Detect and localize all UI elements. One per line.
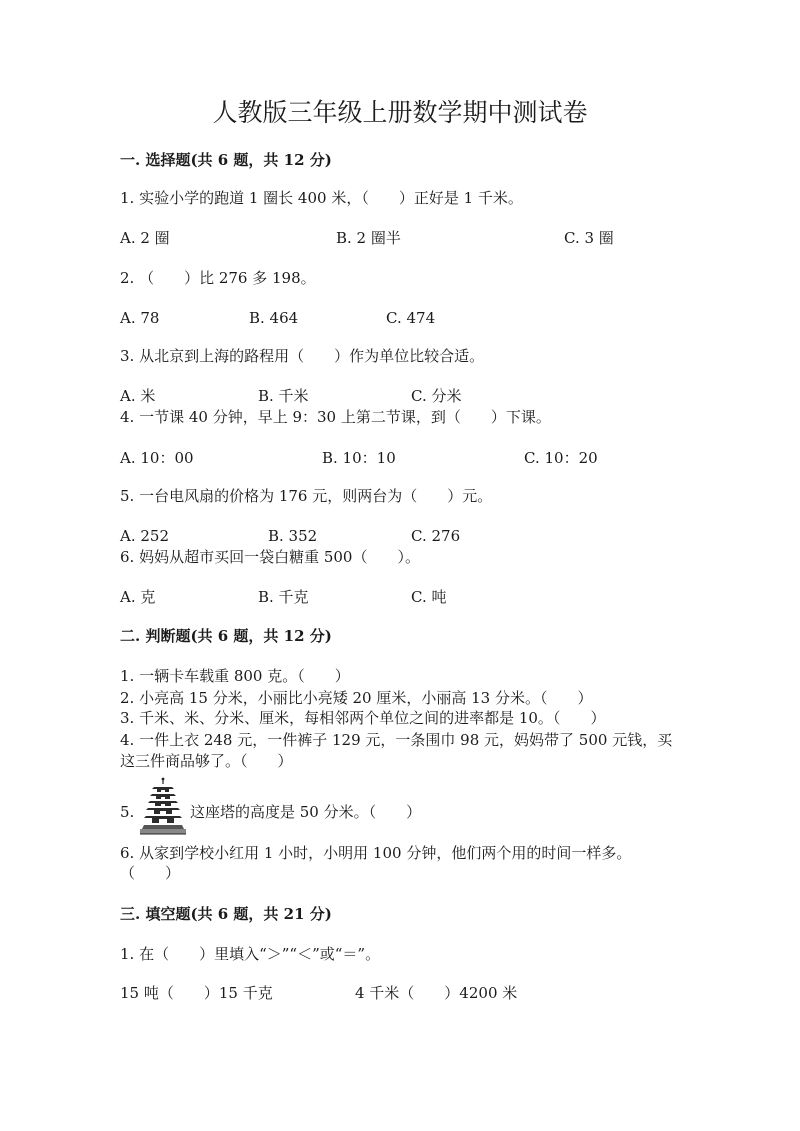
option-a: A. 克 <box>120 588 156 606</box>
option-b: B. 2 圈半 <box>336 229 401 247</box>
judgement-question-continued: （ ） <box>120 864 181 882</box>
section-heading-choice: 一. 选择题(共 6 题，共 12 分) <box>120 151 332 169</box>
pagoda-image <box>140 777 186 835</box>
option-a: A. 78 <box>120 309 160 327</box>
judgement-question: 1. 一辆卡车载重 800 克。（ ） <box>120 667 350 685</box>
option-b: B. 352 <box>268 527 318 545</box>
question-stem: 2. （ ）比 276 多 198。 <box>120 269 316 287</box>
section-heading-fill-in: 三. 填空题(共 6 题，共 21 分) <box>120 905 332 923</box>
question-stem: 4. 一节课 40 分钟，早上 9：30 上第二节课，到（ ）下课。 <box>120 408 551 426</box>
fill-in-item: 15 吨（ ）15 千克 <box>120 984 273 1002</box>
fill-in-item: 4 千米（ ）4200 米 <box>355 984 518 1002</box>
question-stem: 5. 一台电风扇的价格为 176 元，则两台为（ ）元。 <box>120 487 493 505</box>
option-c: C. 分米 <box>411 387 462 405</box>
question-stem: 1. 实验小学的跑道 1 圈长 400 米，（ ）正好是 1 千米。 <box>120 189 523 207</box>
judgement-question: 6. 从家到学校小红用 1 小时，小明用 100 分钟，他们两个用的时间一样多。 <box>120 844 632 862</box>
judgement-question-number: 5. <box>120 803 135 821</box>
judgement-question: 3. 千米、米、分米、厘米，每相邻两个单位之间的进率都是 10。（ ） <box>120 709 606 727</box>
judgement-question: 这座塔的高度是 50 分米。（ ） <box>190 803 422 821</box>
section-heading-judgement: 二. 判断题(共 6 题，共 12 分) <box>120 627 332 645</box>
option-c: C. 3 圈 <box>564 229 614 247</box>
option-c: C. 276 <box>411 527 461 545</box>
option-b: B. 千米 <box>258 387 309 405</box>
option-a: A. 2 圈 <box>120 229 170 247</box>
question-stem: 3. 从北京到上海的路程用（ ）作为单位比较合适。 <box>120 347 485 365</box>
page-title: 人教版三年级上册数学期中测试卷 <box>212 98 588 127</box>
judgement-question-continued: 这三件商品够了。（ ） <box>120 752 293 770</box>
option-a: A. 米 <box>120 387 156 405</box>
option-a: A. 10：00 <box>120 449 194 467</box>
option-b: B. 千克 <box>258 588 309 606</box>
option-b: B. 464 <box>249 309 299 327</box>
option-c: C. 吨 <box>411 588 447 606</box>
option-b: B. 10：10 <box>322 449 396 467</box>
option-c: C. 10：20 <box>524 449 598 467</box>
option-c: C. 474 <box>386 309 436 327</box>
fill-in-question: 1. 在（ ）里填入“＞”“＜”或“＝”。 <box>120 945 381 963</box>
judgement-question: 2. 小亮高 15 分米，小丽比小亮矮 20 厘米，小丽高 13 分米。（ ） <box>120 689 593 707</box>
question-stem: 6. 妈妈从超市买回一袋白糖重 500（ ）。 <box>120 548 420 566</box>
option-a: A. 252 <box>120 527 169 545</box>
judgement-question: 4. 一件上衣 248 元，一件裤子 129 元，一条围巾 98 元，妈妈带了 500 元钱，买 <box>120 731 673 749</box>
